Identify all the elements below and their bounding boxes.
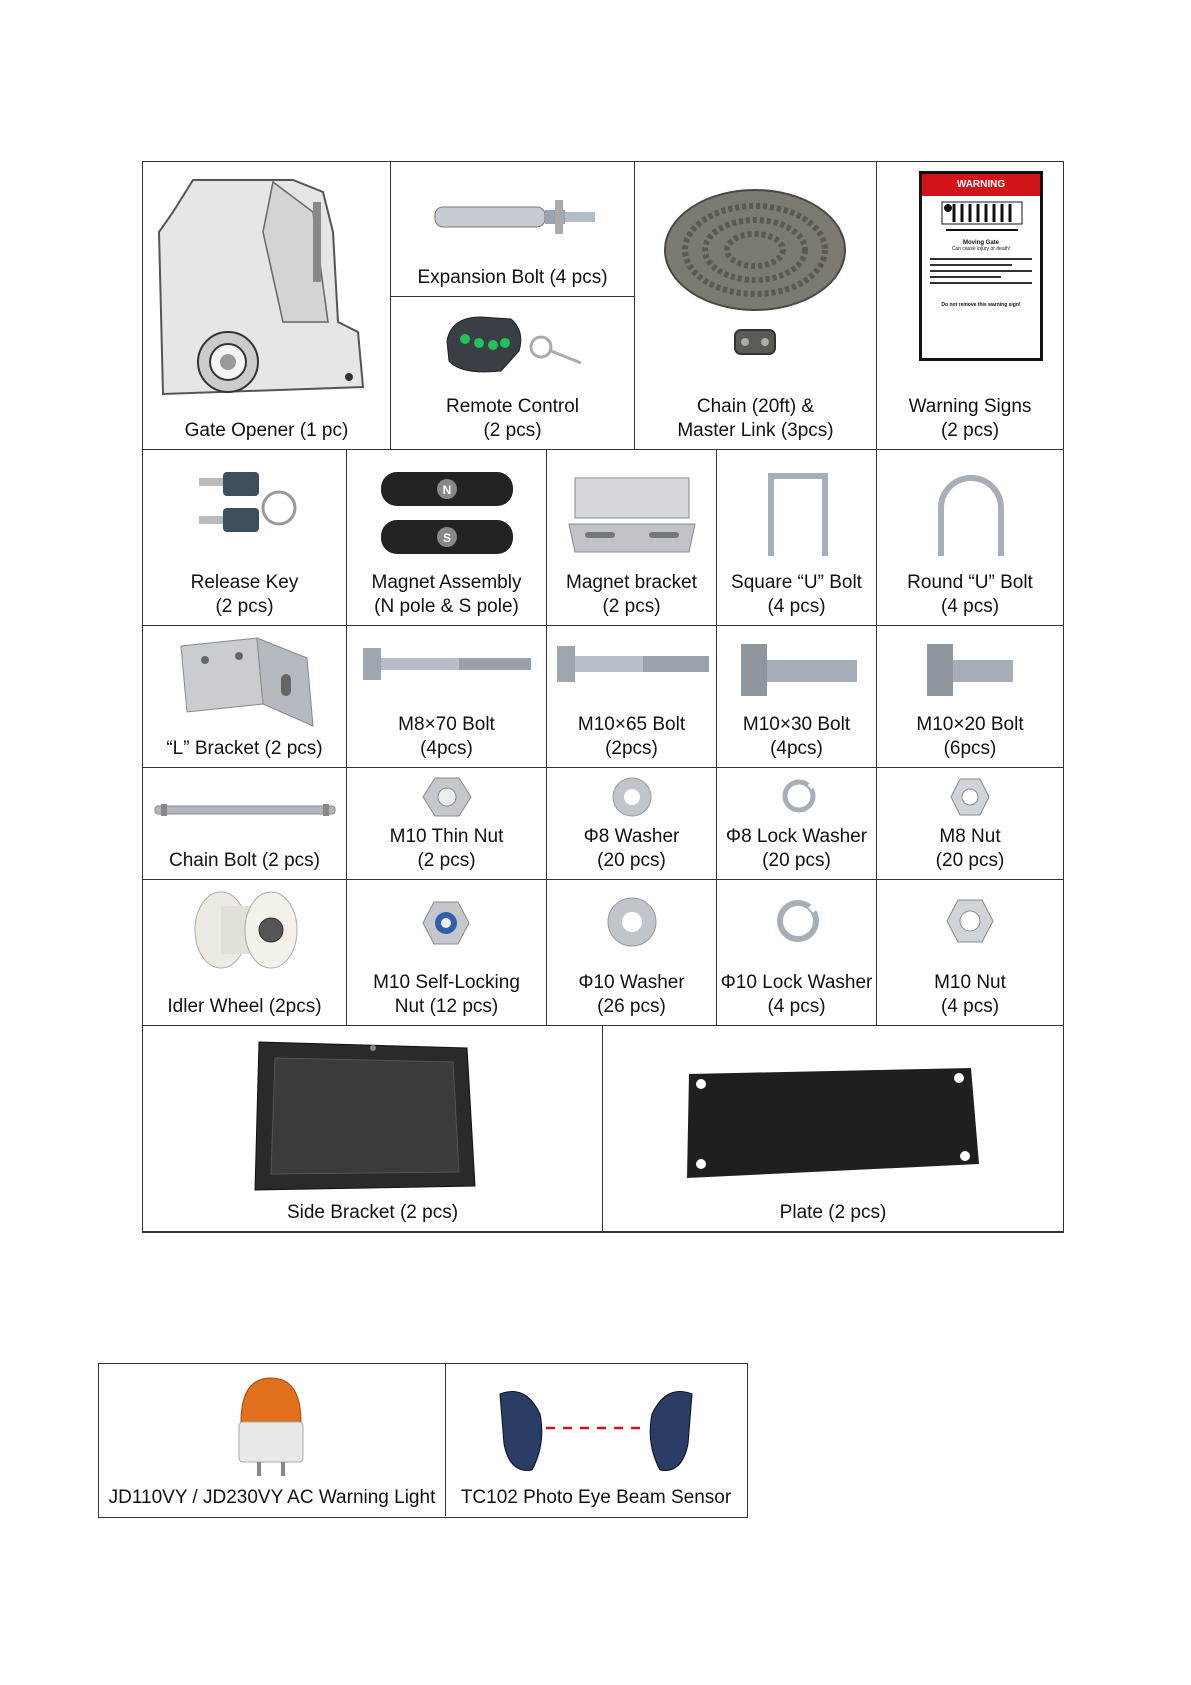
- caption-line: Φ8 Washer: [583, 826, 680, 847]
- cell-expansion-bolt: [391, 162, 635, 297]
- caption-line: (4pcs): [420, 738, 473, 759]
- caption-line: (4 pcs): [767, 596, 826, 617]
- m8x70-bolt-image: [359, 644, 535, 684]
- cell-warning-signs: [877, 162, 1063, 450]
- m8-nut-caption: [877, 825, 1063, 873]
- caption-line: Square “U” Bolt: [731, 572, 862, 593]
- phi10-lock-washer-caption: [717, 971, 876, 1019]
- idler-wheel-image: [191, 888, 301, 972]
- warning-sign-footer: Do not remove this warning sign!: [941, 302, 1021, 308]
- round-u-bolt-caption: [877, 571, 1063, 619]
- m10-self-locking-nut-caption: [347, 971, 546, 1019]
- caption-line: Expansion Bolt (4 pcs): [417, 267, 608, 288]
- caption-line: M8 Nut: [939, 826, 1001, 847]
- cell-m8x70-bolt: [347, 626, 547, 768]
- caption-line: (20 pcs): [597, 850, 666, 871]
- warning-sign-title: Moving Gate: [962, 240, 999, 246]
- gate-pictogram-icon: [922, 196, 1040, 236]
- warning-signs-caption: [877, 395, 1063, 443]
- magnet-n-label: N: [442, 483, 452, 497]
- m10-nut-caption: [877, 971, 1063, 1019]
- cell-magnet-bracket: [547, 450, 717, 626]
- cell-m10-nut: [877, 880, 1063, 1026]
- m10x20-bolt-caption: [877, 713, 1063, 761]
- remote-control-caption: [391, 395, 634, 443]
- accessories-table: [98, 1363, 748, 1518]
- caption-line: Nut (12 pcs): [394, 996, 499, 1017]
- caption-line: Side Bracket (2 pcs): [286, 1202, 459, 1223]
- phi10-washer-image: [604, 894, 660, 950]
- expansion-bolt-image: [431, 192, 601, 242]
- caption-line: Round “U” Bolt: [907, 572, 1033, 593]
- caption-line: Φ8 Lock Washer: [725, 826, 868, 847]
- cell-m10x30-bolt: [717, 626, 877, 768]
- cell-m10x20-bolt: [877, 626, 1063, 768]
- warning-sign-rules: [930, 258, 1032, 298]
- caption-line: (4pcs): [770, 738, 823, 759]
- cell-m10-self-locking-nut: [347, 880, 547, 1026]
- plate-image: [683, 1064, 983, 1184]
- side-bracket-image: [253, 1036, 483, 1196]
- caption-line: (4 pcs): [767, 996, 826, 1017]
- caption-line: TC102 Photo Eye Beam Sensor: [460, 1487, 732, 1508]
- warning-light-image: [233, 1372, 309, 1482]
- gate-opener-caption: [143, 419, 390, 443]
- caption-line: (N pole & S pole): [374, 596, 519, 617]
- m8x70-bolt-caption: [347, 713, 546, 761]
- phi10-lock-washer-image: [773, 896, 823, 946]
- magnet-bracket-caption: [547, 571, 716, 619]
- plate-caption: [603, 1201, 1063, 1225]
- caption-line: Magnet bracket: [566, 572, 697, 593]
- magnet-assembly-caption: [347, 571, 546, 619]
- idler-wheel-caption: [143, 995, 346, 1019]
- square-u-bolt-caption: [717, 571, 876, 619]
- caption-line: M10 Nut: [934, 972, 1006, 993]
- expansion-bolt-caption: [391, 266, 634, 290]
- remote-control-image: [441, 311, 591, 381]
- cell-l-bracket: [143, 626, 347, 768]
- caption-line: (20 pcs): [935, 850, 1005, 871]
- m10x65-bolt-image: [553, 642, 713, 686]
- cell-magnet-assembly: [347, 450, 547, 626]
- m8-nut-image: [949, 776, 991, 818]
- magnet-assembly-image: [377, 464, 517, 564]
- caption-line: (2 pcs): [940, 420, 1000, 441]
- phi8-washer-caption: [547, 825, 716, 873]
- cell-plate: [603, 1026, 1063, 1232]
- phi8-lock-washer-caption: [717, 825, 876, 873]
- caption-line: M10×65 Bolt: [577, 714, 686, 735]
- caption-line: M10×20 Bolt: [916, 714, 1024, 735]
- m10x65-bolt-caption: [547, 713, 716, 761]
- caption-line: (2 pcs): [602, 596, 661, 617]
- cell-side-bracket: [143, 1026, 603, 1232]
- chain-caption: [635, 395, 876, 443]
- chain-image: [660, 180, 850, 370]
- caption-line: Gate Opener (1 pc): [184, 420, 349, 441]
- phi8-lock-washer-image: [779, 776, 819, 816]
- caption-line: (2 pcs): [215, 596, 274, 617]
- m10-thin-nut-caption: [347, 825, 546, 873]
- caption-line: Master Link (3pcs): [677, 420, 834, 441]
- gate-opener-image: [153, 172, 381, 404]
- side-bracket-caption: [143, 1201, 602, 1225]
- l-bracket-image: [177, 634, 317, 730]
- cell-phi10-washer: [547, 880, 717, 1026]
- m10x20-bolt-image: [923, 640, 1017, 700]
- cell-phi8-washer: [547, 768, 717, 880]
- cell-gate-opener: [143, 162, 391, 450]
- caption-line: (4 pcs): [940, 996, 1000, 1017]
- caption-line: (2 pcs): [417, 850, 476, 871]
- caption-line: (6pcs): [943, 738, 997, 759]
- l-bracket-caption: [143, 737, 346, 761]
- cell-release-key: [143, 450, 347, 626]
- cell-m10x65-bolt: [547, 626, 717, 768]
- cell-m8-nut: [877, 768, 1063, 880]
- warning-sign-header: WARNING: [922, 174, 1040, 196]
- caption-line: (26 pcs): [597, 996, 666, 1017]
- caption-line: M10 Thin Nut: [389, 826, 504, 847]
- caption-line: Φ10 Lock Washer: [720, 972, 873, 993]
- caption-line: Plate (2 pcs): [779, 1202, 887, 1223]
- m10-nut-image: [945, 896, 995, 946]
- caption-line: (4 pcs): [940, 596, 1000, 617]
- release-key-image: [193, 468, 303, 548]
- cell-m10-thin-nut: [347, 768, 547, 880]
- caption-line: JD110VY / JD230VY AC Warning Light: [108, 1487, 436, 1508]
- cell-chain: [635, 162, 877, 450]
- warning-sign-image: [919, 171, 1043, 361]
- chain-bolt-image: [151, 800, 339, 820]
- photo-eye-image: [496, 1384, 696, 1474]
- m10-self-locking-nut-image: [421, 898, 471, 948]
- caption-line: (20 pcs): [762, 850, 831, 871]
- caption-line: Release Key: [190, 572, 299, 593]
- photo-eye-caption: [446, 1486, 746, 1510]
- caption-line: M10×30 Bolt: [742, 714, 851, 735]
- caption-line: Chain (20ft) &: [696, 396, 815, 417]
- cell-photo-eye: [446, 1364, 746, 1516]
- caption-line: Remote Control: [445, 396, 580, 417]
- square-u-bolt-image: [763, 470, 833, 560]
- warning-sign-subtitle: Can cause injury or death!: [951, 246, 1011, 252]
- cell-remote-control: [391, 297, 635, 450]
- caption-line: M8×70 Bolt: [398, 714, 495, 735]
- magnet-bracket-image: [565, 474, 699, 558]
- caption-line: Φ10 Washer: [578, 972, 685, 993]
- m10-thin-nut-image: [421, 774, 473, 820]
- cell-idler-wheel: [143, 880, 347, 1026]
- cell-round-u-bolt: [877, 450, 1063, 626]
- cell-warning-light: [99, 1364, 446, 1516]
- cell-phi8-lock-washer: [717, 768, 877, 880]
- m10x30-bolt-caption: [717, 713, 876, 761]
- phi8-washer-image: [609, 774, 655, 820]
- caption-line: Chain Bolt (2 pcs): [168, 850, 320, 871]
- caption-line: (2 pcs): [483, 420, 542, 441]
- caption-line: M10 Self-Locking: [373, 972, 520, 993]
- caption-line: Idler Wheel (2pcs): [167, 996, 322, 1017]
- cell-chain-bolt: [143, 768, 347, 880]
- caption-line: Magnet Assembly: [371, 572, 522, 593]
- release-key-caption: [143, 571, 346, 619]
- cell-square-u-bolt: [717, 450, 877, 626]
- caption-line: Warning Signs: [908, 396, 1032, 417]
- magnet-s-label: S: [442, 531, 452, 545]
- phi10-washer-caption: [547, 971, 716, 1019]
- parts-table: [142, 161, 1064, 1233]
- m10x30-bolt-image: [737, 640, 861, 700]
- cell-phi10-lock-washer: [717, 880, 877, 1026]
- caption-line: “L” Bracket (2 pcs): [166, 738, 323, 759]
- caption-line: (2pcs): [605, 738, 658, 759]
- round-u-bolt-image: [933, 470, 1009, 560]
- chain-bolt-caption: [143, 849, 346, 873]
- warning-light-caption: [99, 1486, 445, 1510]
